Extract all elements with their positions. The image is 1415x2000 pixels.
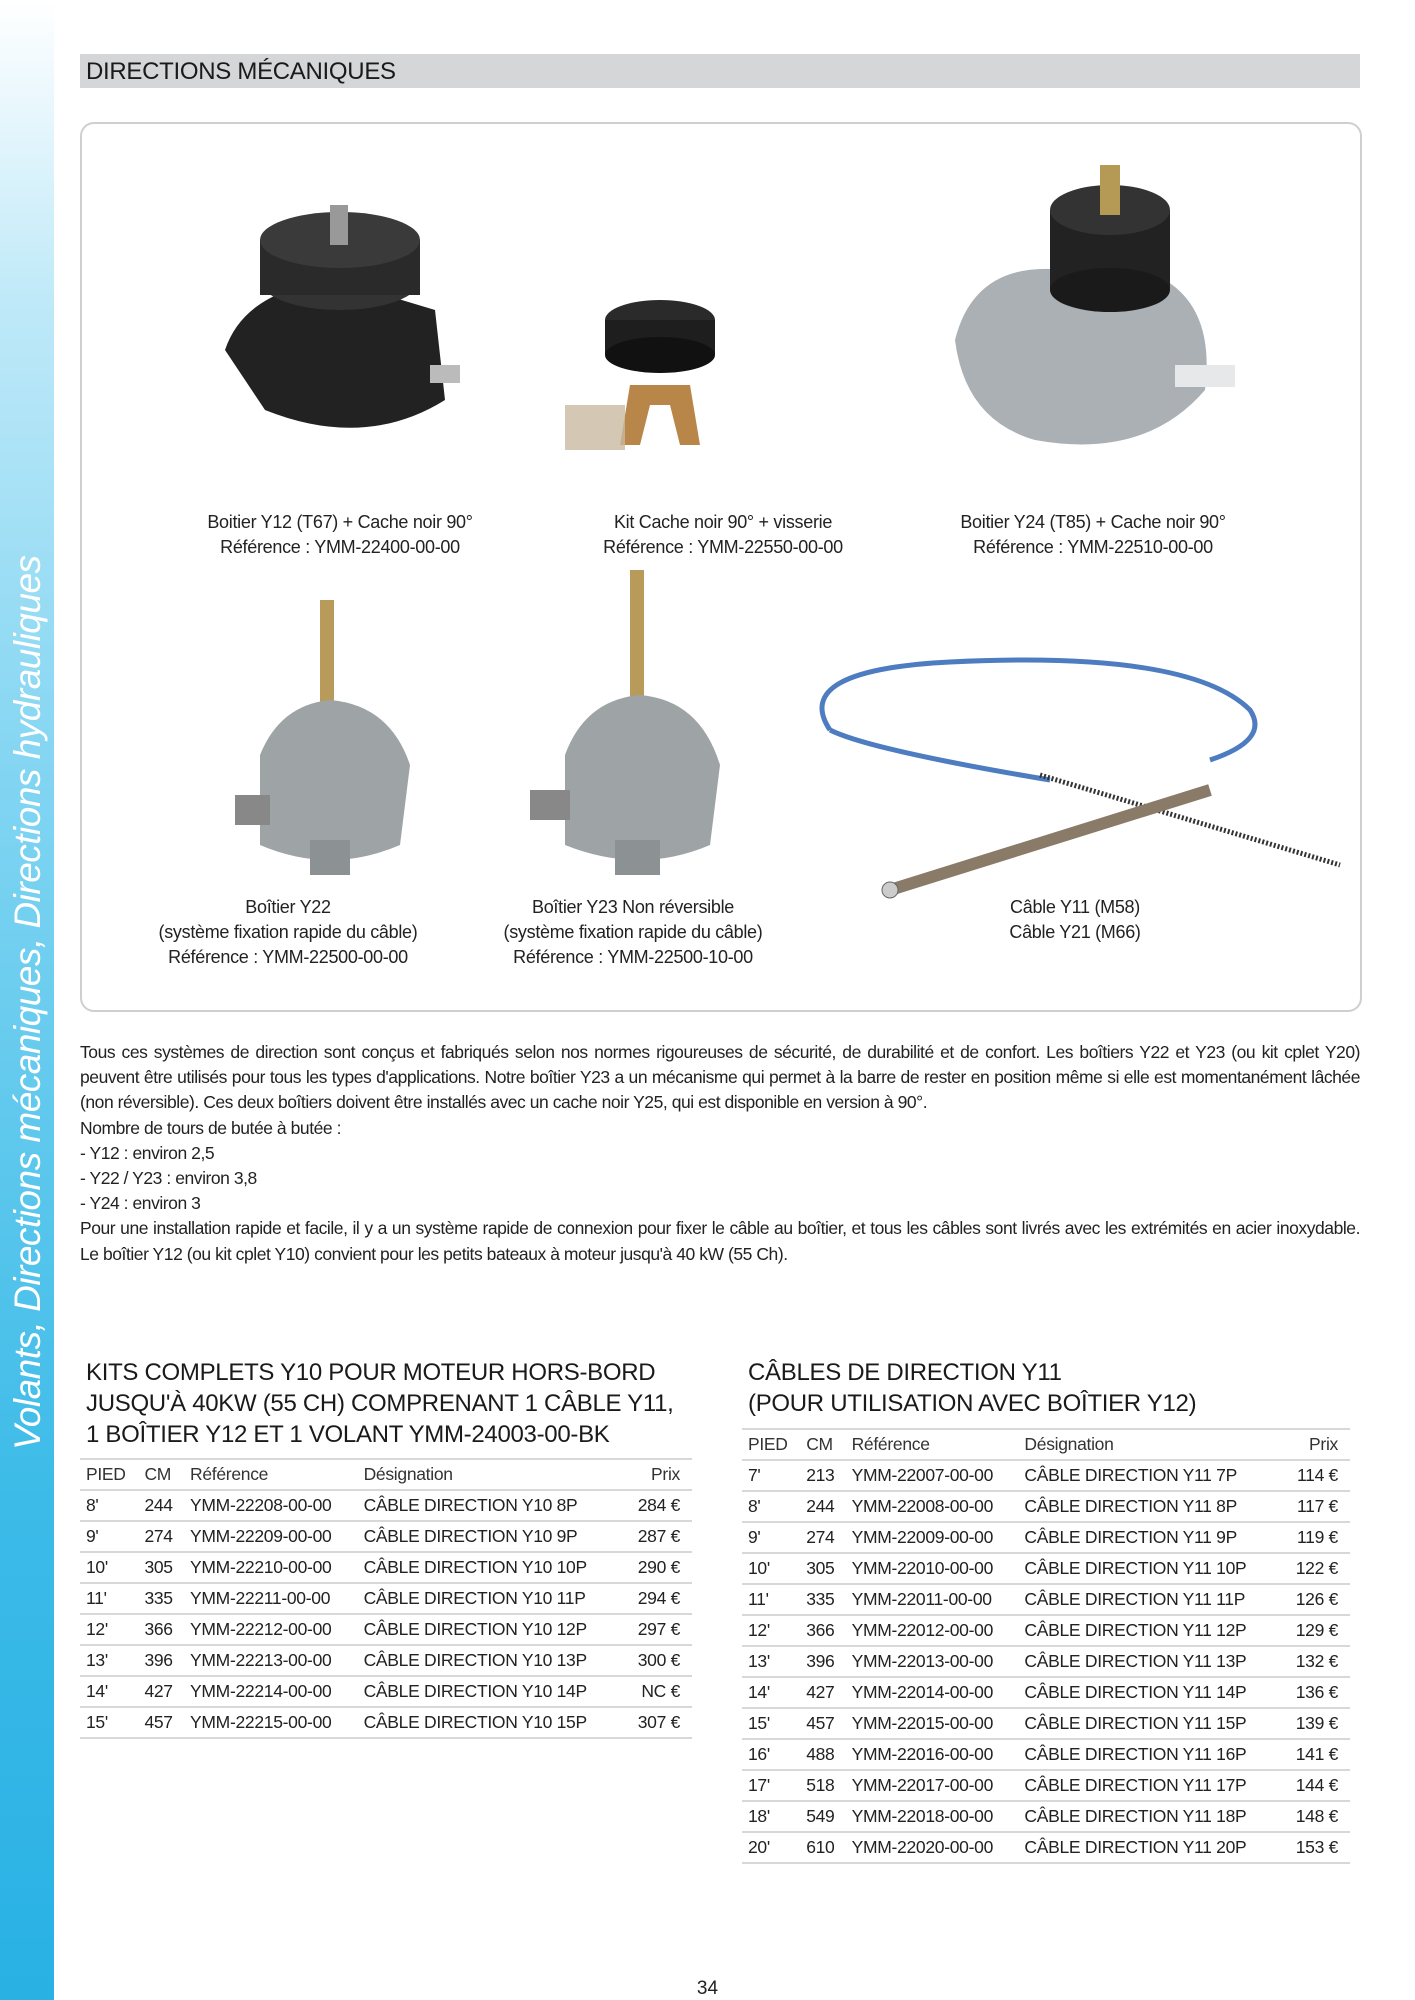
product-subtitle: Câble Y21 (M66)	[1009, 922, 1141, 942]
cm-cell: 335	[800, 1584, 845, 1615]
designation-cell: CÂBLE DIRECTION Y10 9P	[358, 1521, 624, 1552]
boitier-y12-image	[205, 200, 475, 460]
cables-table-title	[748, 1357, 1196, 1419]
price-cell: 129 €	[1282, 1615, 1350, 1646]
cm-cell: 427	[800, 1677, 845, 1708]
turns-item: - Y24 : environ 3	[80, 1193, 201, 1214]
reference-cell: YMM-22215-00-00	[184, 1707, 358, 1738]
product-caption	[207, 510, 472, 560]
cm-cell: 366	[138, 1614, 184, 1645]
price-cell: 290 €	[624, 1552, 692, 1583]
table-header-row	[742, 1429, 1350, 1460]
product-caption	[603, 510, 843, 560]
cm-cell: 488	[800, 1739, 845, 1770]
title-line: 1 BOÎTIER Y12 ET 1 VOLANT YMM-24003-00-BK	[86, 1421, 610, 1448]
cm-cell: 366	[800, 1615, 845, 1646]
column-header: PIED	[742, 1429, 800, 1460]
column-header: Désignation	[1018, 1429, 1282, 1460]
column-header: Prix	[624, 1459, 692, 1490]
designation-cell: CÂBLE DIRECTION Y10 14P	[358, 1676, 624, 1707]
designation-cell: CÂBLE DIRECTION Y11 9P	[1018, 1522, 1282, 1553]
price-cell: 144 €	[1282, 1770, 1350, 1801]
table-row	[742, 1832, 1350, 1863]
table-row	[80, 1521, 692, 1552]
reference-cell: YMM-22009-00-00	[846, 1522, 1019, 1553]
table-row	[742, 1801, 1350, 1832]
price-cell: 287 €	[624, 1521, 692, 1552]
column-header: Référence	[846, 1429, 1019, 1460]
foot-cell: 10'	[742, 1553, 800, 1584]
boitier-y24-image	[945, 160, 1245, 460]
column-header: CM	[800, 1429, 845, 1460]
price-cell: 114 €	[1282, 1460, 1350, 1491]
turns-item: - Y22 / Y23 : environ 3,8	[80, 1168, 257, 1189]
price-cell: 294 €	[624, 1583, 692, 1614]
product-name: Boitier Y12 (T67) + Cache noir 90°	[207, 512, 473, 532]
product-reference: Référence : YMM-22400-00-00	[220, 537, 460, 557]
price-cell: 148 €	[1282, 1801, 1350, 1832]
designation-cell: CÂBLE DIRECTION Y10 8P	[358, 1490, 624, 1521]
table-row	[742, 1553, 1350, 1584]
table-row	[742, 1491, 1350, 1522]
kit-cache-noir-image	[560, 295, 720, 465]
column-header: PIED	[80, 1459, 138, 1490]
reference-cell: YMM-22017-00-00	[846, 1770, 1019, 1801]
cm-cell: 396	[800, 1646, 845, 1677]
table-row	[742, 1646, 1350, 1677]
reference-cell: YMM-22008-00-00	[846, 1491, 1019, 1522]
column-header: Prix	[1282, 1429, 1350, 1460]
designation-cell: CÂBLE DIRECTION Y11 12P	[1018, 1615, 1282, 1646]
price-cell: 153 €	[1282, 1832, 1350, 1863]
column-header: Désignation	[358, 1459, 624, 1490]
table-row	[80, 1583, 692, 1614]
table-row	[742, 1708, 1350, 1739]
table-row	[742, 1770, 1350, 1801]
foot-cell: 14'	[80, 1676, 138, 1707]
cm-cell: 457	[800, 1708, 845, 1739]
foot-cell: 13'	[80, 1645, 138, 1676]
table-row	[80, 1490, 692, 1521]
reference-cell: YMM-22010-00-00	[846, 1553, 1019, 1584]
reference-cell: YMM-22014-00-00	[846, 1677, 1019, 1708]
reference-cell: YMM-22007-00-00	[846, 1460, 1019, 1491]
cm-cell: 518	[800, 1770, 845, 1801]
product-caption	[159, 895, 418, 970]
reference-cell: YMM-22209-00-00	[184, 1521, 358, 1552]
column-header: CM	[138, 1459, 184, 1490]
foot-cell: 13'	[742, 1646, 800, 1677]
product-reference: Référence : YMM-22550-00-00	[603, 537, 843, 557]
cm-cell: 427	[138, 1676, 184, 1707]
foot-cell: 17'	[742, 1770, 800, 1801]
cables-price-table	[742, 1428, 1350, 1864]
kits-table-title	[86, 1357, 674, 1450]
foot-cell: 8'	[742, 1491, 800, 1522]
boitier-y23-image	[525, 565, 735, 885]
reference-cell: YMM-22208-00-00	[184, 1490, 358, 1521]
table-row	[742, 1615, 1350, 1646]
price-cell: 307 €	[624, 1707, 692, 1738]
cm-cell: 305	[800, 1553, 845, 1584]
price-cell: 136 €	[1282, 1677, 1350, 1708]
reference-cell: YMM-22210-00-00	[184, 1552, 358, 1583]
title-line: (POUR UTILISATION AVEC BOÎTIER Y12)	[748, 1390, 1197, 1417]
boitier-y22-image	[230, 595, 420, 885]
price-cell: 119 €	[1282, 1522, 1350, 1553]
foot-cell: 12'	[742, 1615, 800, 1646]
designation-cell: CÂBLE DIRECTION Y10 11P	[358, 1583, 624, 1614]
product-name: Câble Y11 (M58)	[1010, 897, 1140, 917]
product-caption	[504, 895, 763, 970]
kits-price-table	[80, 1458, 692, 1739]
price-cell: 297 €	[624, 1614, 692, 1645]
foot-cell: 16'	[742, 1739, 800, 1770]
cm-cell: 244	[800, 1491, 845, 1522]
foot-cell: 12'	[80, 1614, 138, 1645]
section-title-bar	[80, 54, 1360, 88]
foot-cell: 9'	[742, 1522, 800, 1553]
price-cell: NC €	[624, 1676, 692, 1707]
cm-cell: 213	[800, 1460, 845, 1491]
foot-cell: 8'	[80, 1490, 138, 1521]
product-reference: Référence : YMM-22500-00-00	[168, 947, 408, 967]
reference-cell: YMM-22016-00-00	[846, 1739, 1019, 1770]
designation-cell: CÂBLE DIRECTION Y11 14P	[1018, 1677, 1282, 1708]
designation-cell: CÂBLE DIRECTION Y11 18P	[1018, 1801, 1282, 1832]
foot-cell: 11'	[80, 1583, 138, 1614]
designation-cell: CÂBLE DIRECTION Y10 10P	[358, 1552, 624, 1583]
table-row	[80, 1552, 692, 1583]
product-name: Boîtier Y22	[245, 897, 331, 917]
description-intro: Tous ces systèmes de direction sont conçus et fabriqués selon nos normes rigoureuses de sécurité, de durabilité et de confort. Les boîtiers Y22 et Y23 (ou kit cplet Y20) peuvent être utilisés pour tous les types d'applications. Notre boîtier Y23 a un mécanisme qui permet à la barre de rester en position même si elle est momentanément lâchée (non réversible). Ces deux boîtiers doivent être installés avec un cache noir Y25, qui est disponible en version à 90°.	[80, 1042, 1360, 1113]
foot-cell: 11'	[742, 1584, 800, 1615]
column-header: Référence	[184, 1459, 358, 1490]
designation-cell: CÂBLE DIRECTION Y11 7P	[1018, 1460, 1282, 1491]
product-caption	[1009, 895, 1140, 945]
cm-cell: 244	[138, 1490, 184, 1521]
cm-cell: 274	[800, 1522, 845, 1553]
product-subtitle: (système fixation rapide du câble)	[158, 922, 418, 942]
product-reference: Référence : YMM-22500-10-00	[513, 947, 753, 967]
sidebar-label: Volants, Directions mécaniques, Directions hydrauliques	[7, 555, 48, 1450]
reference-cell: YMM-22013-00-00	[846, 1646, 1019, 1677]
title-line: JUSQU'À 40KW (55 CH) COMPRENANT 1 CÂBLE Y11,	[86, 1390, 674, 1417]
title-line: KITS COMPLETS Y10 POUR MOTEUR HORS-BORD	[86, 1359, 656, 1386]
foot-cell: 15'	[742, 1708, 800, 1739]
cm-cell: 610	[800, 1832, 845, 1863]
cm-cell: 457	[138, 1707, 184, 1738]
foot-cell: 18'	[742, 1801, 800, 1832]
table-header-row	[80, 1459, 692, 1490]
page-number: 34	[696, 1978, 719, 1999]
product-reference: Référence : YMM-22510-00-00	[973, 537, 1213, 557]
table-row	[80, 1614, 692, 1645]
reference-cell: YMM-22211-00-00	[184, 1583, 358, 1614]
reference-cell: YMM-22018-00-00	[846, 1801, 1019, 1832]
foot-cell: 20'	[742, 1832, 800, 1863]
turns-item: - Y12 : environ 2,5	[80, 1142, 215, 1163]
foot-cell: 10'	[80, 1552, 138, 1583]
table-row	[742, 1522, 1350, 1553]
table-row	[80, 1676, 692, 1707]
designation-cell: CÂBLE DIRECTION Y11 20P	[1018, 1832, 1282, 1863]
product-name: Boitier Y24 (T85) + Cache noir 90°	[960, 512, 1226, 532]
designation-cell: CÂBLE DIRECTION Y11 8P	[1018, 1491, 1282, 1522]
price-cell: 300 €	[624, 1645, 692, 1676]
designation-cell: CÂBLE DIRECTION Y10 15P	[358, 1707, 624, 1738]
reference-cell: YMM-22020-00-00	[846, 1832, 1019, 1863]
reference-cell: YMM-22213-00-00	[184, 1645, 358, 1676]
price-cell: 126 €	[1282, 1584, 1350, 1615]
foot-cell: 7'	[742, 1460, 800, 1491]
cm-cell: 549	[800, 1801, 845, 1832]
price-cell: 284 €	[624, 1490, 692, 1521]
reference-cell: YMM-22015-00-00	[846, 1708, 1019, 1739]
price-cell: 117 €	[1282, 1491, 1350, 1522]
designation-cell: CÂBLE DIRECTION Y11 10P	[1018, 1553, 1282, 1584]
designation-cell: CÂBLE DIRECTION Y11 17P	[1018, 1770, 1282, 1801]
reference-cell: YMM-22012-00-00	[846, 1615, 1019, 1646]
price-cell: 122 €	[1282, 1553, 1350, 1584]
price-cell: 132 €	[1282, 1646, 1350, 1677]
reference-cell: YMM-22214-00-00	[184, 1676, 358, 1707]
table-row	[80, 1645, 692, 1676]
product-name: Kit Cache noir 90° + visserie	[613, 512, 833, 532]
designation-cell: CÂBLE DIRECTION Y11 11P	[1018, 1584, 1282, 1615]
foot-cell: 9'	[80, 1521, 138, 1552]
product-name: Boîtier Y23 Non réversible	[532, 897, 734, 917]
description-text	[80, 1040, 1360, 1267]
cm-cell: 335	[138, 1583, 184, 1614]
title-line: CÂBLES DE DIRECTION Y11	[748, 1359, 1062, 1386]
reference-cell: YMM-22212-00-00	[184, 1614, 358, 1645]
product-subtitle: (système fixation rapide du câble)	[503, 922, 763, 942]
table-row	[742, 1739, 1350, 1770]
table-row	[80, 1707, 692, 1738]
foot-cell: 15'	[80, 1707, 138, 1738]
designation-cell: CÂBLE DIRECTION Y11 15P	[1018, 1708, 1282, 1739]
cm-cell: 305	[138, 1552, 184, 1583]
designation-cell: CÂBLE DIRECTION Y10 12P	[358, 1614, 624, 1645]
product-caption	[960, 510, 1225, 560]
designation-cell: CÂBLE DIRECTION Y11 16P	[1018, 1739, 1282, 1770]
designation-cell: CÂBLE DIRECTION Y10 13P	[358, 1645, 624, 1676]
table-row	[742, 1460, 1350, 1491]
price-cell: 139 €	[1282, 1708, 1350, 1739]
turns-title: Nombre de tours de butée à butée :	[80, 1117, 341, 1138]
sidebar-band	[0, 0, 54, 2000]
reference-cell: YMM-22011-00-00	[846, 1584, 1019, 1615]
table-row	[742, 1677, 1350, 1708]
designation-cell: CÂBLE DIRECTION Y11 13P	[1018, 1646, 1282, 1677]
cable-y11-image	[790, 650, 1350, 910]
price-cell: 141 €	[1282, 1739, 1350, 1770]
description-outro: Pour une installation rapide et facile, il y a un système rapide de connexion pour fixer le câble au boîtier, et tous les câbles sont livrés avec les extrémités en acier inoxydable. Le boîtier Y12 (ou kit cplet Y10) convient pour les petits bateaux à moteur jusqu'à 40 kW (55 Ch).	[80, 1218, 1360, 1264]
foot-cell: 14'	[742, 1677, 800, 1708]
table-row	[742, 1584, 1350, 1615]
cm-cell: 274	[138, 1521, 184, 1552]
cm-cell: 396	[138, 1645, 184, 1676]
page-title: DIRECTIONS MÉCANIQUES	[86, 58, 396, 85]
